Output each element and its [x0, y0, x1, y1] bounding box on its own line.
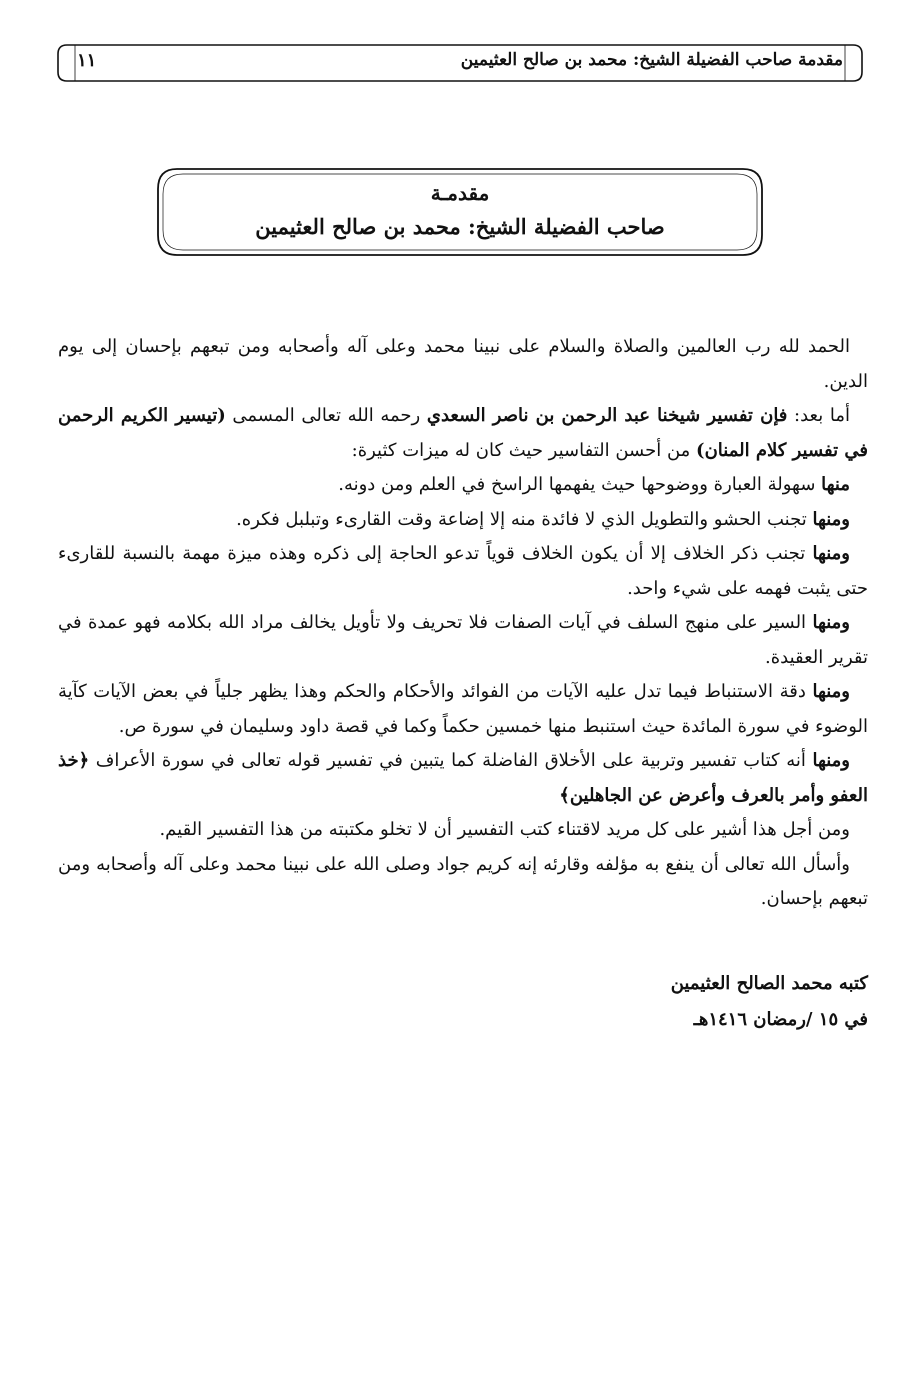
intro-lead: أما بعد: [787, 405, 850, 426]
signature-block [671, 966, 868, 1038]
item-lead: منها [821, 474, 850, 495]
section-subtitle: صاحب الفضيلة الشيخ: محمد بن صالح العثيمين [255, 214, 665, 239]
running-header-title: مقدمة صاحب الفضيلة الشيخ: محمد بن صالح العثيمين [460, 50, 843, 70]
paragraph-advice: ومن أجل هذا أشير على كل مريد لاقتناء كتب التفسير أن لا تخلو مكتبته من هذا التفسير القيم. [159, 819, 850, 840]
item-lead: ومنها [812, 681, 850, 702]
intro-book-title: (تيسير الكريم الرحمن في تفسير كلام المنان) [58, 405, 868, 461]
item-text: السير على منهج السلف في آيات الصفات فلا تحريف ولا تأويل يخالف مراد الله بكلامه فهو عمدة في تقرير العقيدة. [58, 612, 868, 668]
section-title: مقدمـة [430, 181, 490, 205]
signature-author: كتبه محمد الصالح العثيمين [670, 973, 868, 994]
item-text: دقة الاستنباط فيما تدل عليه الآيات من الفوائد والأحكام والحكم وهذا يظهر جلياً في بعض الآيات كآية الوضوء في سورة المائدة حيث استنبط منها خمسين حكماً وكما في قصة داود وسليمان في سورة ص. [58, 681, 868, 737]
item-lead: ومنها [812, 508, 850, 530]
item-text: أنه كتاب تفسير وتربية على الأخلاق الفاضلة كما يتبين في تفسير قوله تعالى في سورة الأعراف [89, 750, 813, 771]
item-text: سهولة العبارة ووضوحها حيث يفهمها الراسخ في العلم ومن دونه. [338, 474, 822, 495]
body-text [58, 330, 868, 917]
item-text: تجنب الحشو والتطويل الذي لا فائدة منه إلا إضاعة وقت القارىء وتبلبل فكره. [236, 508, 813, 530]
list-item [58, 468, 868, 503]
paragraph-closing: وأسأل الله تعالى أن ينفع به مؤلفه وقارئه إنه كريم جواد وصلى الله على نبينا محمد وعلى آله وأصحابه ومن تبعهم بإحسان. [58, 853, 868, 909]
paragraph-opening: الحمد لله رب العالمين والصلاة والسلام على نبينا محمد وعلى آله وأصحابه ومن تبعهم بإحسان إلى يوم الدين. [58, 336, 868, 392]
paragraph-intro [58, 399, 868, 468]
list-item [58, 503, 868, 538]
list-item [58, 744, 868, 813]
item-lead: ومنها [812, 543, 850, 564]
list-item [58, 675, 868, 744]
item-lead: ومنها [812, 750, 850, 771]
list-item [58, 537, 868, 606]
intro-author: فإن تفسير شيخنا عبد الرحمن بن ناصر السعدي [426, 405, 788, 426]
intro-mid: رحمه الله تعالى المسمى [225, 405, 427, 426]
quran-quote: ﴿خذ العفو وأمر بالعرف وأعرض عن الجاهلين﴾ [58, 750, 868, 806]
page-number: ١١ [77, 50, 97, 71]
item-lead: ومنها [812, 612, 850, 633]
item-text: تجنب ذكر الخلاف إلا أن يكون الخلاف قوياً تدعو الحاجة إلى ذكره وهذه ميزة مهمة بالنسبة للقارىء حتى يثبت فهمه على شيء واحد. [58, 543, 868, 599]
intro-tail: من أحسن التفاسير حيث كان له ميزات كثيرة: [351, 439, 697, 461]
list-item [58, 606, 868, 675]
title-box [155, 167, 765, 257]
page-header [57, 44, 863, 82]
signature-date: في ١٥ /رمضان ١٤١٦هـ [693, 1009, 868, 1030]
